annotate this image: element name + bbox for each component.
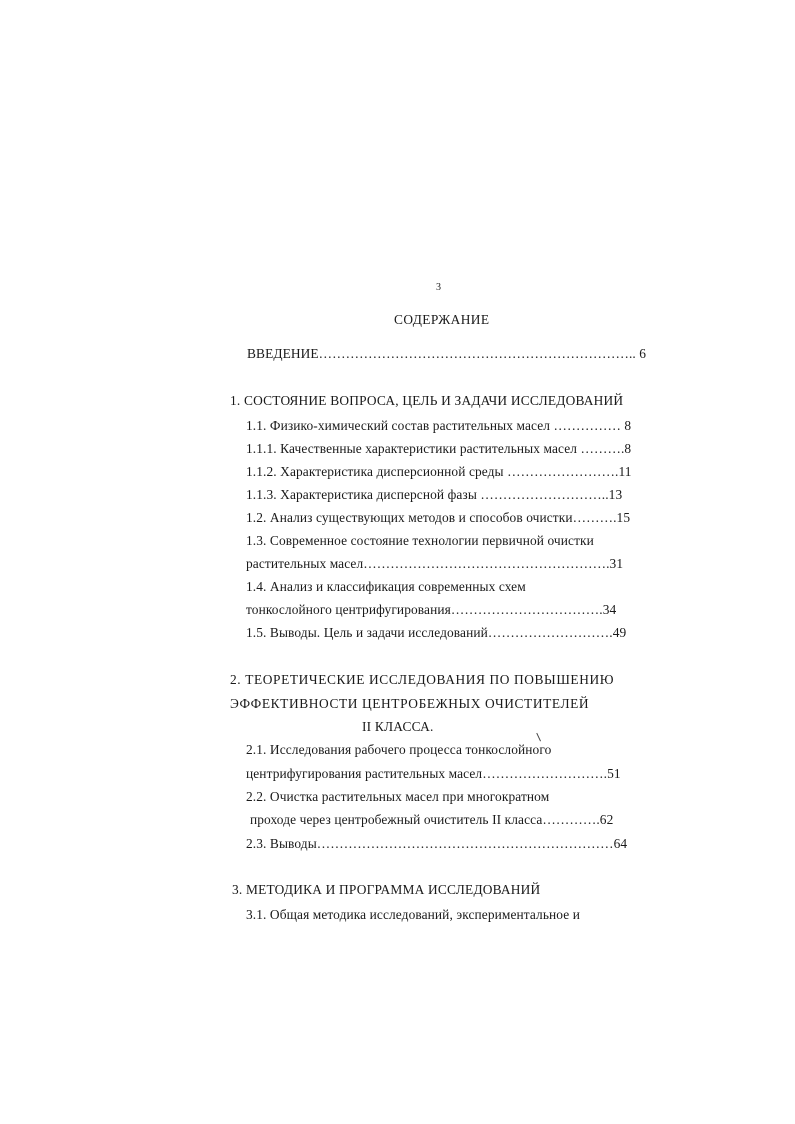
toc-entry-1-4-continued: тонкослойного центрифугирования…………………………….34 xyxy=(246,602,617,617)
toc-chapter-1-heading: 1. СОСТОЯНИЕ ВОПРОСА, ЦЕЛЬ И ЗАДАЧИ ИССЛЕДОВАНИЙ xyxy=(230,393,624,408)
page-number: 3 xyxy=(436,282,442,293)
toc-chapter-3-heading: 3. МЕТОДИКА И ПРОГРАММА ИССЛЕДОВАНИЙ xyxy=(232,882,541,897)
toc-chapter-2-heading: 2. ТЕОРЕТИЧЕСКИЕ ИССЛЕДОВАНИЯ ПО ПОВЫШЕНИЮ xyxy=(230,672,615,687)
toc-entry-1-1: 1.1. Физико-химический состав растительных масел …………… 8 xyxy=(246,418,632,433)
toc-entry-1-3: 1.3. Современное состояние технологии первичной очистки xyxy=(246,533,594,548)
toc-entry-2-3: 2.3. Выводы…………………………………………………………64 xyxy=(246,836,628,851)
toc-chapter-2-heading-line-3: II КЛАССА. xyxy=(362,719,434,734)
toc-title: СОДЕРЖАНИЕ xyxy=(394,312,490,327)
toc-entry-2-1: 2.1. Исследования рабочего процесса тонкослойного xyxy=(246,742,552,757)
toc-entry-3-1: 3.1. Общая методика исследований, экспериментальное и xyxy=(246,907,581,922)
toc-entry-1-1-2: 1.1.2. Характеристика дисперсионной среды …………………….11 xyxy=(246,464,632,479)
toc-chapter-2-heading-line-2: ЭФФЕКТИВНОСТИ ЦЕНТРОБЕЖНЫХ ОЧИСТИТЕЛЕЙ xyxy=(230,696,590,711)
toc-entry-2-2-continued: проходе через центробежный очиститель II класса………….62 xyxy=(250,812,614,827)
pen-mark xyxy=(536,732,543,742)
toc-entry-2-1-continued: центрифугирования растительных масел……………………….51 xyxy=(246,766,621,781)
toc-entry-1-2: 1.2. Анализ существующих методов и способов очистки……….15 xyxy=(246,510,631,525)
toc-entry-1-3-continued: растительных масел……………………………………………….31 xyxy=(246,556,624,571)
toc-entry-1-1-3: 1.1.3. Характеристика дисперсной фазы ………………………..13 xyxy=(246,487,623,502)
toc-entry-1-5: 1.5. Выводы. Цель и задачи исследований……………………….49 xyxy=(246,625,627,640)
toc-entry-2-2: 2.2. Очистка растительных масел при многократном xyxy=(246,789,550,804)
toc-entry-1-4: 1.4. Анализ и классификация современных схем xyxy=(246,579,526,594)
toc-entry-introduction: ВВЕДЕНИЕ…………………………………………………………….. 6 xyxy=(247,346,647,361)
toc-entry-1-1-1: 1.1.1. Качественные характеристики растительных масел ……….8 xyxy=(246,441,632,456)
